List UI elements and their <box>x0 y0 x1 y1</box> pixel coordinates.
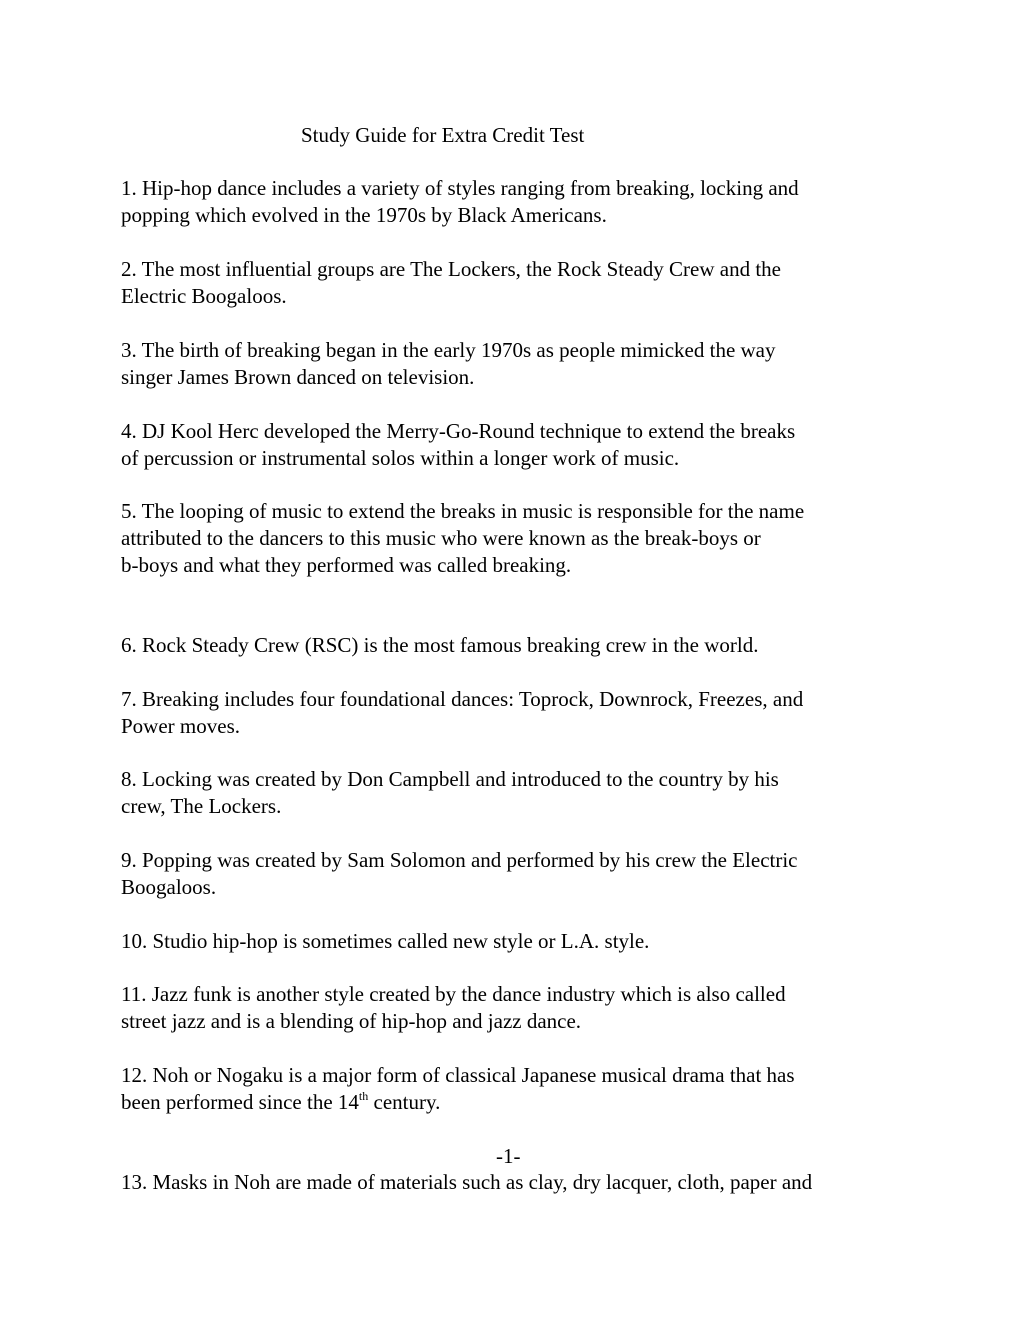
item-line: singer James Brown danced on television. <box>121 365 475 389</box>
list-item <box>121 175 921 229</box>
item-line <box>121 1089 921 1116</box>
item-line: 4. DJ Kool Herc developed the Merry-Go-Round technique to extend the breaks <box>121 419 796 443</box>
list-item <box>121 686 921 740</box>
item-line: 12. Noh or Nogaku is a major form of classical Japanese musical drama that has <box>121 1063 795 1087</box>
item-line: b-boys and what they performed was called breaking. <box>121 553 572 577</box>
item-line: 9. Popping was created by Sam Solomon and performed by his crew the Electric <box>121 848 798 872</box>
item-line: popping which evolved in the 1970s by Black Americans. <box>121 203 607 227</box>
superscript: th <box>358 1089 369 1103</box>
item-line: Power moves. <box>121 714 240 738</box>
item-line: 10. Studio hip-hop is sometimes called new style or L.A. style. <box>121 929 650 953</box>
page-number: -1- <box>496 1144 521 1168</box>
item-line: 2. The most influential groups are The Lockers, the Rock Steady Crew and the <box>121 257 781 281</box>
list-item <box>121 1169 921 1196</box>
item-line: 13. Masks in Noh are made of materials such as clay, dry lacquer, cloth, paper and <box>121 1170 813 1194</box>
page-title: Study Guide for Extra Credit Test <box>301 123 585 147</box>
item-line: street jazz and is a blending of hip-hop and jazz dance. <box>121 1009 582 1033</box>
item-line: 6. Rock Steady Crew (RSC) is the most famous breaking crew in the world. <box>121 633 759 657</box>
item-line: attributed to the dancers to this music who were known as the break-boys or <box>121 526 761 550</box>
item-line: of percussion or instrumental solos within a longer work of music. <box>121 446 680 470</box>
item-text: century. <box>368 1090 441 1114</box>
list-item <box>121 632 921 659</box>
list-item <box>121 847 921 901</box>
item-line: 5. The looping of music to extend the breaks in music is responsible for the name <box>121 499 805 523</box>
item-line: 8. Locking was created by Don Campbell and introduced to the country by his <box>121 767 779 791</box>
list-item <box>121 928 921 955</box>
list-item <box>121 337 921 391</box>
item-line: crew, The Lockers. <box>121 794 282 818</box>
item-line: 3. The birth of breaking began in the early 1970s as people mimicked the way <box>121 338 776 362</box>
item-line: 11. Jazz funk is another style created by the dance industry which is also called <box>121 982 786 1006</box>
item-line: 7. Breaking includes four foundational dances: Toprock, Downrock, Freezes, and <box>121 687 804 711</box>
list-item <box>121 981 921 1035</box>
list-item <box>121 766 921 820</box>
item-line: Boogaloos. <box>121 875 217 899</box>
list-item <box>121 1062 921 1116</box>
list-item <box>121 256 921 310</box>
list-item <box>121 418 921 472</box>
item-line: 1. Hip-hop dance includes a variety of styles ranging from breaking, locking and <box>121 176 799 200</box>
item-line: Electric Boogaloos. <box>121 284 287 308</box>
item-text: been performed since the 14 <box>121 1090 359 1114</box>
list-item <box>121 498 921 579</box>
